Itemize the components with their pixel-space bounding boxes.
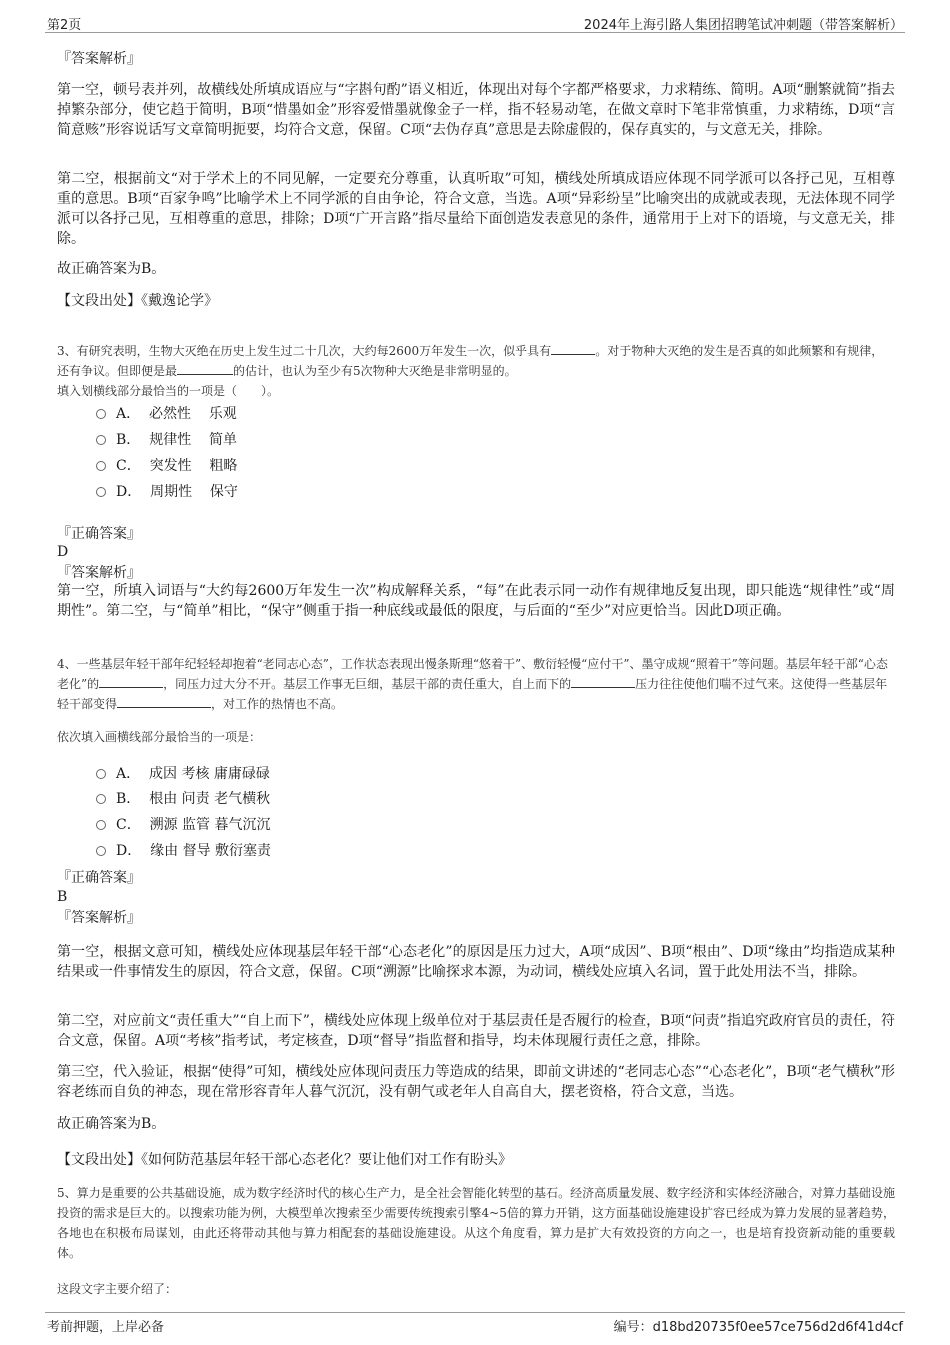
q2-source: 【文段出处】《戴逸论学》 (57, 293, 218, 309)
q3-option-c[interactable]: C． 突发性 粗略 (96, 456, 237, 476)
q4-analysis-label: 『答案解析』 (57, 910, 141, 926)
document-title: 2024年上海引路人集团招聘笔试冲刺题（带答案解析） (583, 18, 903, 33)
q4-answer: B (57, 889, 68, 905)
q4-option-a[interactable]: A． 成因 考核 庸庸碌碌 (96, 764, 270, 784)
page-header (45, 14, 905, 33)
page-number: 第2页 (47, 18, 82, 33)
radio-button[interactable] (96, 461, 106, 471)
q2-analysis-label: 『答案解析』 (57, 51, 141, 67)
q2-conclusion: 故正确答案为B。 (57, 261, 166, 277)
page-footer (45, 1312, 905, 1333)
q4-source: 【文段出处】《如何防范基层年轻干部心态老化？要让他们对工作有盼头》 (57, 1152, 512, 1168)
q3-option-d[interactable]: D． 周期性 保守 (96, 482, 238, 502)
radio-button[interactable] (96, 435, 106, 445)
radio-button[interactable] (96, 487, 106, 497)
q4-conclusion: 故正确答案为B。 (57, 1116, 166, 1132)
document-code: 编号：d18bd20735f0ee57ce756d2d6f41d4cf (613, 1320, 903, 1335)
radio-button[interactable] (96, 820, 106, 830)
q4-analysis-para3: 第三空，代入验证，根据“使得”可知，横线处应体现问责压力等造成的结果，即前文讲述的“老同志心态”“心态老化”，B项“老气横秋”形容老练而自负的神态，现在常形容青年人暮气沉沉，没有朝气或老年人自高自大，摆老资格，符合文意，当选。 (57, 1064, 895, 1100)
footer-slogan: 考前押题，上岸必备 (47, 1320, 165, 1335)
radio-button[interactable] (96, 769, 106, 779)
q5-stem: 5、算力是重要的公共基础设施，成为数字经济时代的核心生产力，是全社会智能化转型的基石。经济高质量发展、数字经济和实体经济融合，对算力基础设施投资的需求是巨大的。以搜索功能为例，大模型单次搜索至少需要传统搜索引擎4~5倍的算力开销，这方面基础设施建设扩容已经成为算力发展的显著趋势，各地也在积极布局谋划，由此还将带动其他与算力相配套的基础设施建设。从这个角度看，算力是扩大有效投资的方向之一，也是培育投资新动能的重要载体。 (57, 1186, 895, 1260)
q5-prompt: 这段文字主要介绍了： (57, 1282, 178, 1296)
q3-answer: D (57, 544, 69, 560)
q4-option-b[interactable]: B． 根由 问责 老气横秋 (96, 789, 270, 809)
radio-button[interactable] (96, 846, 106, 856)
q3-answer-label: 『正确答案』 (57, 526, 141, 542)
radio-button[interactable] (96, 409, 106, 419)
q4-stem: 4、一些基层年轻干部年纪轻轻却抱着“老同志心态”，工作状态表现出慢条斯理“悠着干”、敷衍轻慢“应付干”、墨守成规“照着干”等问题。基层年轻干部“心态老化”的 ，同压力过大分不开。基层工作事无巨细，基层干部的责任重大，自上而下的 压力往往使他们喘不过气来。这使得一些基层年轻干部变得 ，对工作的热情也不高。 (57, 657, 888, 711)
q4-analysis-para2: 第二空，对应前文“责任重大”“自上而下”，横线处应体现上级单位对于基层责任是否履行的检查，B项“问责”指追究政府官员的责任，符合文意，保留。A项“考核”指考试，考定核查，D项“督导”指监督和指导，均未体现履行责任之意，排除。 (57, 1013, 895, 1049)
q4-answer-label: 『正确答案』 (57, 870, 141, 886)
q3-analysis-label: 『答案解析』 (57, 565, 141, 581)
radio-button[interactable] (96, 794, 106, 804)
q4-prompt: 依次填入画横线部分最恰当的一项是： (57, 730, 262, 744)
q3-option-b[interactable]: B． 规律性 简单 (96, 430, 237, 450)
q2-analysis-para1: 第一空，顿号表并列，故横线处所填成语应与“字斟句酌”语义相近，体现出对每个字都严格要求，力求精练、简明。A项“删繁就简”指去掉繁杂部分，使它趋于简明，B项“惜墨如金”形容爱惜墨就像金子一样，指不轻易动笔，在做文章时下笔非常慎重，力求精练，D项“言简意赅”形容说话写文章简明扼要，均符合文意，保留。C项“去伪存真”意思是去除虚假的，保存真实的，与文意无关，排除。 (57, 82, 895, 138)
q3-stem: 3、有研究表明，生物大灭绝在历史上发生过二十几次，大约每2600万年发生一次，似乎具有 。对于物种大灭绝的发生是否真的如此频繁和有规律，还有争议。但即便是最 的估计，也认为至少有5次物种大灭绝是非常明显的。 (57, 344, 884, 378)
q3-analysis: 第一空，所填入词语与“大约每2600万年发生一次”构成解释关系，“每”在此表示同一动作有规律地反复出现，即只能选“规律性”或“周期性”。第二空，与“简单”相比，“保守”侧重于指一种底线或最低的限度，与后面的“至少”对应更恰当。因此D项正确。 (57, 583, 895, 619)
q3-prompt: 填入划横线部分最恰当的一项是（ ）。 (57, 384, 280, 398)
q4-option-d[interactable]: D． 缘由 督导 敷衍塞责 (96, 841, 271, 861)
q4-option-c[interactable]: C． 溯源 监管 暮气沉沉 (96, 815, 271, 835)
q2-analysis-para2: 第二空，根据前文“对于学术上的不同见解，一定要充分尊重，认真听取”可知，横线处所填成语应体现不同学派可以各抒己见，互相尊重的意思。B项“百家争鸣”比喻学术上不同学派的自由争论，符合文意，当选。A项“异彩纷呈”比喻突出的成就或表现，无法体现不同学派可以各抒己见，互相尊重的意思，排除；D项“广开言路”指尽量给下面创造发表意见的条件，通常用于上对下的语境，与文意无关，排除。 (57, 171, 895, 247)
q4-analysis-para1: 第一空，根据文意可知，横线处应体现基层年轻干部“心态老化”的原因是压力过大，A项“成因”、B项“根由”、D项“缘由”均指造成某种结果或一件事情发生的原因，符合文意，保留。C项“溯源”比喻探求本源，为动词，横线处应填入名词，置于此处用法不当，排除。 (57, 944, 895, 980)
q3-option-a[interactable]: A． 必然性 乐观 (96, 404, 237, 424)
